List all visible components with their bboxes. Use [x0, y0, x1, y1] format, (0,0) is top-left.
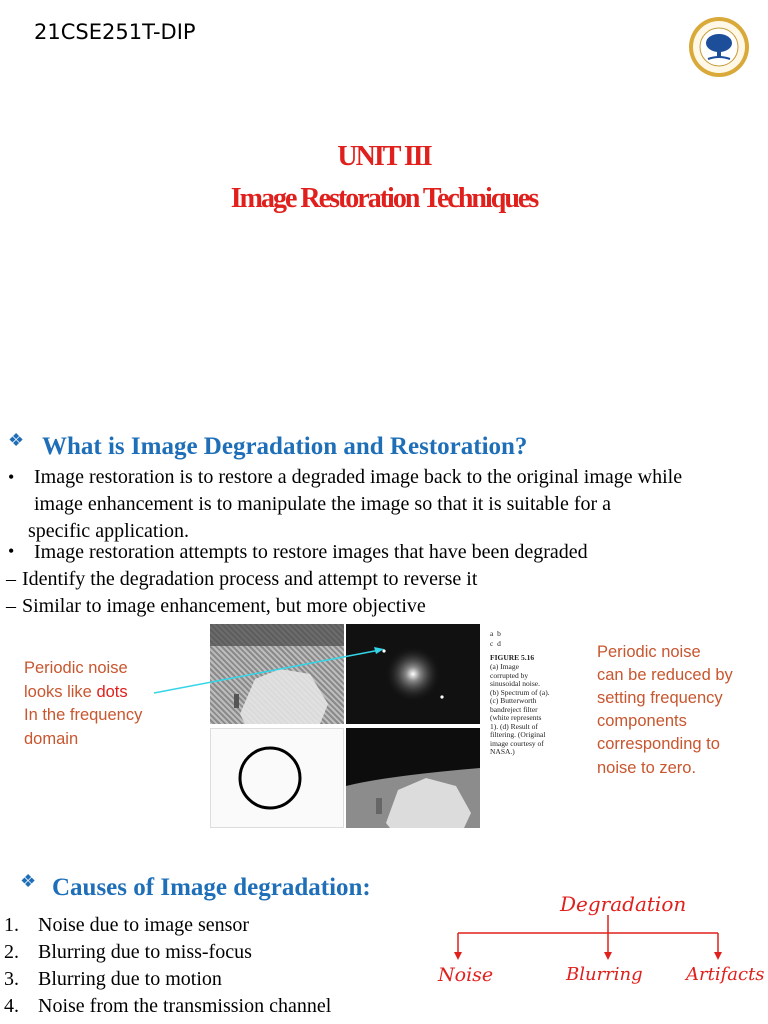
diagram-root-degradation: Degradation [560, 892, 687, 916]
figure-number: FIGURE 5.16 [490, 653, 535, 662]
cause-item-3 [4, 966, 222, 993]
figure-panel-noisy-image [210, 624, 344, 724]
right-note-line4: components [597, 712, 687, 730]
cause-number: 3. [4, 968, 19, 990]
left-note-line1: Periodic noise [24, 659, 128, 677]
figure-letters-row1: a b [490, 629, 501, 638]
section-heading-degradation: What is Image Degradation and Restoration? [42, 433, 528, 460]
left-note-dots: dots [96, 683, 128, 701]
diagram-child-artifacts: Artifacts [686, 964, 765, 985]
section-heading-causes: Causes of Image degradation: [52, 874, 371, 901]
diamond-bullet-icon: ❖ [8, 430, 25, 450]
dash1-text: Identify the degradation process and attempt to reverse it [22, 568, 478, 590]
left-note-line4: domain [24, 730, 79, 748]
dash2-text: Similar to image enhancement, but more objective [22, 595, 426, 617]
cause-item-1 [4, 912, 250, 939]
cause-text: Blurring due to miss-focus [38, 941, 252, 963]
topic-title: Image Restoration Techniques [230, 183, 538, 214]
bullet-icon: • [8, 541, 15, 561]
diagram-child-blurring: Blurring [566, 964, 643, 985]
diagram-child-noise: Noise [438, 964, 494, 986]
cause-text: Noise due to image sensor [38, 914, 250, 936]
figure-panel-spectrum [346, 624, 480, 724]
figure-panel-filtered-result [346, 728, 480, 828]
cause-text: Noise from the transmission channel [38, 995, 332, 1017]
figure-letters-row2: c d [490, 639, 501, 648]
cause-number: 1. [4, 914, 19, 936]
course-code: 21CSE251T-DIP [34, 20, 196, 44]
dash-icon: – [6, 568, 16, 590]
right-note-line6: noise to zero. [597, 759, 697, 777]
cause-item-4 [4, 993, 332, 1020]
left-note-prefix: looks like [24, 683, 97, 701]
figure-caption: (a) Image corrupted by sinusoidal noise. (b) Spectrum of (a). (c) Butterworth bandreject filter (white represents 1). (d) Result of filtering. (Original image courtesy of NASA.) [490, 662, 550, 756]
right-note-line3: setting frequency [597, 689, 723, 707]
bullet1-line3: specific application. [28, 520, 190, 542]
cause-number: 2. [4, 941, 19, 963]
unit-title: UNIT III [337, 141, 431, 172]
bullet1-line1: Image restoration is to restore a degraded image back to the original image while [34, 466, 683, 488]
right-note-line5: corresponding to [597, 735, 720, 753]
cause-number: 4. [4, 995, 19, 1017]
bullet-icon: • [8, 467, 15, 487]
right-note-line2: can be reduced by [597, 666, 733, 684]
figure-panel-bandreject-filter [210, 728, 344, 828]
bullet2-text: Image restoration attempts to restore images that have been degraded [34, 541, 588, 563]
institution-logo [688, 16, 750, 78]
right-note-line1: Periodic noise [597, 643, 701, 661]
cause-text: Blurring due to motion [38, 968, 222, 990]
diamond-bullet-icon: ❖ [20, 871, 37, 891]
dash-icon: – [6, 595, 16, 617]
bullet1-line2: image enhancement is to manipulate the image so that it is suitable for a [34, 493, 612, 515]
left-note-line2 [24, 681, 128, 705]
left-note-line3: In the frequency [24, 706, 143, 724]
cause-item-2 [4, 939, 252, 966]
